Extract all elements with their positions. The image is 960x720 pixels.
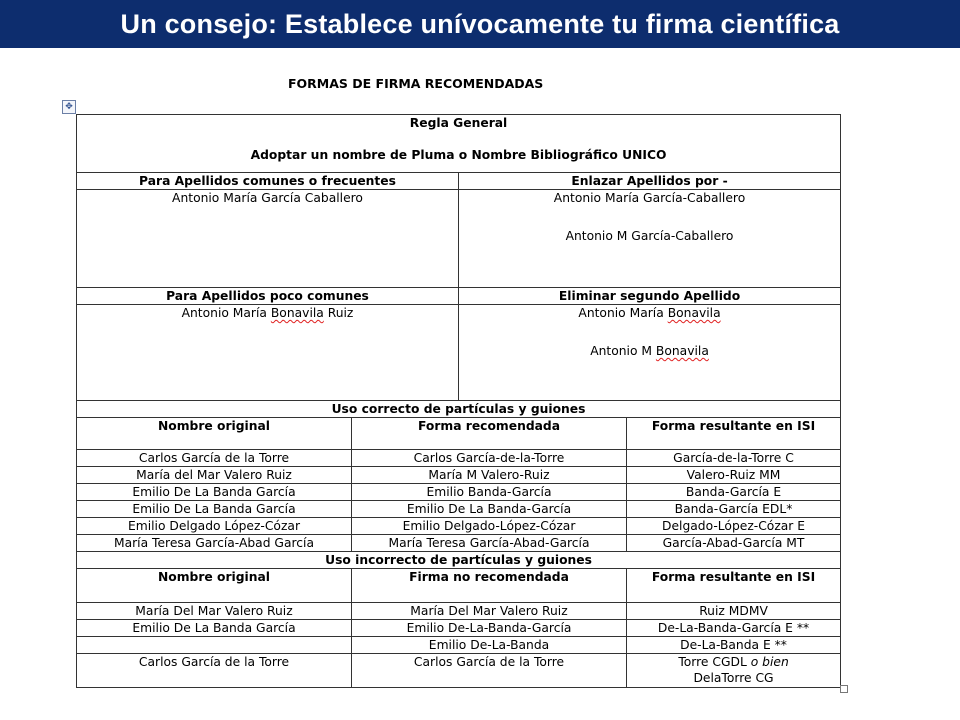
incorrect-row-4-original: Carlos García de la Torre bbox=[77, 654, 352, 688]
rare-example-surname: Bonavila bbox=[270, 306, 324, 320]
correct-row-3-original: Emilio De La Banda García bbox=[77, 484, 352, 501]
drop-second-surname-examples bbox=[459, 305, 841, 401]
drop-example-2-prefix: Antonio M bbox=[590, 344, 652, 358]
rare-example-suffix: Ruiz bbox=[327, 306, 354, 320]
correct-row-4-isi: Banda-García EDL* bbox=[627, 501, 841, 518]
incorrect-row-1-original: María Del Mar Valero Ruiz bbox=[77, 603, 352, 620]
table-row bbox=[77, 467, 841, 484]
drop-example-1-surname: Bonavila bbox=[667, 306, 721, 320]
correct-usage-title: Uso correcto de partículas y guiones bbox=[77, 401, 841, 418]
incorrect-header-not-recommended: Firma no recomendada bbox=[352, 569, 627, 603]
table-row bbox=[77, 501, 841, 518]
correct-row-4-recommended: Emilio De La Banda-García bbox=[352, 501, 627, 518]
linked-surname-example-1: Antonio María García-Caballero bbox=[553, 191, 746, 205]
correct-row-2-original: María del Mar Valero Ruiz bbox=[77, 467, 352, 484]
correct-row-5-original: Emilio Delgado López-Cózar bbox=[77, 518, 352, 535]
table-row bbox=[77, 484, 841, 501]
rare-example-prefix: Antonio María bbox=[181, 306, 267, 320]
linked-surname-example-2: Antonio M García-Caballero bbox=[565, 229, 734, 243]
slide-title: Un consejo: Establece unívocamente tu firma científica bbox=[0, 0, 960, 48]
linked-surnames-examples bbox=[459, 190, 841, 288]
table-move-handle-icon[interactable]: ✥ bbox=[62, 100, 76, 114]
drop-example-2-surname: Bonavila bbox=[655, 344, 709, 358]
incorrect-row-1-isi: Ruiz MDMV bbox=[627, 603, 841, 620]
incorrect-usage-title: Uso incorrecto de partículas y guiones bbox=[77, 552, 841, 569]
correct-row-6-isi: García-Abad-García MT bbox=[627, 535, 841, 552]
document-heading: FORMAS DE FIRMA RECOMENDADAS bbox=[288, 76, 544, 91]
correct-header-recommended: Forma recomendada bbox=[352, 418, 627, 450]
table-row bbox=[77, 450, 841, 467]
incorrect-row-4-signature: Carlos García de la Torre bbox=[352, 654, 627, 688]
correct-header-original: Nombre original bbox=[77, 418, 352, 450]
correct-row-4-original: Emilio De La Banda García bbox=[77, 501, 352, 518]
incorrect-header-isi: Forma resultante en ISI bbox=[627, 569, 841, 603]
table-row bbox=[77, 620, 841, 637]
incorrect-row-2-original: Emilio De La Banda García bbox=[77, 620, 352, 637]
correct-row-3-isi: Banda-García E bbox=[627, 484, 841, 501]
common-surnames-header: Para Apellidos comunes o frecuentes bbox=[77, 173, 459, 190]
correct-header-isi: Forma resultante en ISI bbox=[627, 418, 841, 450]
drop-second-surname-header: Eliminar segundo Apellido bbox=[459, 288, 841, 305]
incorrect-row-2-signature: Emilio De-La-Banda-García bbox=[352, 620, 627, 637]
general-rule-text: Adoptar un nombre de Pluma o Nombre Bibliográfico UNICO bbox=[250, 148, 667, 162]
table-row bbox=[77, 637, 841, 654]
incorrect-row-3-isi: De-La-Banda E ** bbox=[627, 637, 841, 654]
correct-row-5-isi: Delgado-López-Cózar E bbox=[627, 518, 841, 535]
incorrect-row-2-isi: De-La-Banda-García E ** bbox=[627, 620, 841, 637]
link-surnames-header: Enlazar Apellidos por - bbox=[459, 173, 841, 190]
correct-row-2-recommended: María M Valero-Ruiz bbox=[352, 467, 627, 484]
table-row bbox=[77, 603, 841, 620]
table-row bbox=[77, 518, 841, 535]
incorrect-row-3-original bbox=[77, 637, 352, 654]
correct-row-3-recommended: Emilio Banda-García bbox=[352, 484, 627, 501]
rare-surnames-header: Para Apellidos poco comunes bbox=[77, 288, 459, 305]
common-surnames-example: Antonio María García Caballero bbox=[77, 190, 459, 288]
correct-row-1-recommended: Carlos García-de-la-Torre bbox=[352, 450, 627, 467]
table-row bbox=[77, 535, 841, 552]
general-rule-title: Regla General bbox=[409, 116, 508, 130]
incorrect-row-1-signature: María Del Mar Valero Ruiz bbox=[352, 603, 627, 620]
incorrect-row-3-signature: Emilio De-La-Banda bbox=[352, 637, 627, 654]
incorrect-row-4-isi: Torre CGDL bbox=[678, 655, 747, 669]
signature-forms-table bbox=[76, 114, 841, 688]
incorrect-header-original: Nombre original bbox=[77, 569, 352, 603]
general-rule-cell bbox=[77, 115, 841, 173]
rare-surnames-example bbox=[77, 305, 459, 401]
correct-row-1-original: Carlos García de la Torre bbox=[77, 450, 352, 467]
correct-row-2-isi: Valero-Ruiz MM bbox=[627, 467, 841, 484]
incorrect-row-4-isi-alt: DelaTorre CG bbox=[693, 671, 774, 685]
correct-row-1-isi: García-de-la-Torre C bbox=[627, 450, 841, 467]
drop-example-1-prefix: Antonio María bbox=[578, 306, 664, 320]
correct-row-6-original: María Teresa García-Abad García bbox=[77, 535, 352, 552]
correct-row-5-recommended: Emilio Delgado-López-Cózar bbox=[352, 518, 627, 535]
incorrect-row-4-connector: o bien bbox=[750, 655, 789, 669]
incorrect-row-4-isi-cell bbox=[627, 654, 841, 688]
correct-row-6-recommended: María Teresa García-Abad-García bbox=[352, 535, 627, 552]
table-resize-handle[interactable] bbox=[840, 685, 848, 693]
table-row bbox=[77, 654, 841, 688]
